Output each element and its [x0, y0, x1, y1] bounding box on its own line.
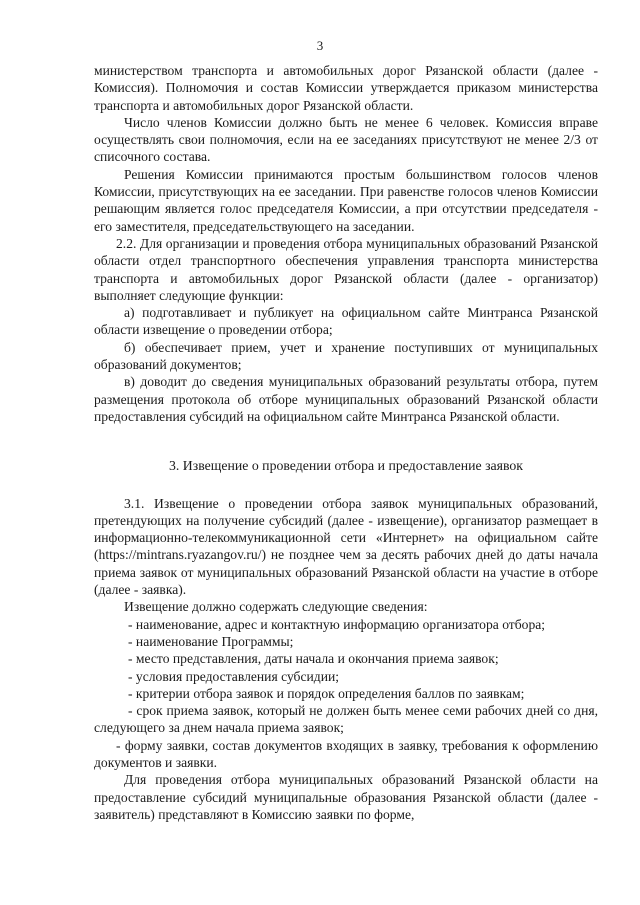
function-item-b: б) обеспечивает прием, учет и хранение поступивших от муниципальных образований документов; — [94, 339, 598, 373]
paragraph-commission-composition: министерством транспорта и автомобильных дорог Рязанской области (далее - Комиссия). Полномочия и состав Комиссии утверждается приказом министерства транспорта и автомобильных дорог Рязанской области. — [94, 63, 598, 113]
paragraph-commission-members: Число членов Комиссии должно быть не менее 6 человек. Комиссия вправе осуществлять свои полномочия, если на ее заседаниях присутствуют не менее 2/3 от списочного состава. — [94, 114, 598, 165]
paragraph-2-2: 2.2. Для организации и проведения отбора муниципальных образований Рязанской области отдел транспортного обеспечения управления транспорта министерства транспорта и автомобильных дорог Рязанской области (далее - организатор) выполняет следующие функции: — [94, 235, 598, 303]
notice-item: - форму заявки, состав документов входящих в заявку, требования к оформлению документов и заявки. — [94, 737, 598, 770]
notice-item: - наименование Программы; — [128, 633, 294, 649]
page-number: 3 — [316, 38, 324, 53]
function-item-v: в) доводит до сведения муниципальных образований результаты отбора, путем размещения протокола об отборе муниципальных образований Рязанской области предоставления субсидий на официальном сайте Минтранса Рязанской области. — [94, 374, 598, 424]
paragraph-commission-decisions: Решения Комиссии принимаются простым большинством голосов членов Комиссии, присутствующих на ее заседании. При равенстве голосов членов Комиссии решающим является голос председателя Комиссии, а при отсутствии председателя - его заместителя, председательствующего на заседании. — [94, 166, 598, 234]
function-item-a: а) подготавливает и публикует на официальном сайте Минтранса Рязанской области извещение о проведении отбора; — [94, 305, 598, 338]
spacer — [94, 425, 598, 443]
paragraph-applications: Для проведения отбора муниципальных образований Рязанской области на предоставление субсидий муниципальные образования Рязанской области (далее - заявитель) представляют в Комиссию заявки по форме, — [94, 772, 598, 822]
notice-intro: Извещение должно содержать следующие сведения: — [124, 599, 428, 615]
notice-item: - срок приема заявок, который не должен быть менее семи рабочих дней со дня, следующего за днем начала приема заявок; — [94, 703, 598, 736]
notice-item: - условия предоставления субсидии; — [128, 668, 340, 684]
paragraph-3-1: 3.1. Извещение о проведении отбора заявок муниципальных образований, претендующих на получение субсидий (далее - извещение), организатор размещает в информационно-телекоммуникационной сети «Интернет» на официальном сайте (https://mintrans.ryazangov.ru/) не позднее чем за десять рабочих дней до даты начала приема заявок от муниципальных образований Рязанской области на участие в отборе (далее - заявка). — [94, 495, 598, 598]
notice-items-list — [94, 616, 598, 772]
document-body — [94, 62, 598, 823]
notice-item: - место представления, даты начала и окончания приема заявок; — [128, 651, 499, 667]
notice-item: - критерии отбора заявок и порядок определения баллов по заявкам; — [128, 685, 525, 701]
section-heading: 3. Извещение о проведении отбора и предоставление заявок — [168, 458, 524, 474]
notice-item: - наименование, адрес и контактную информацию организатора отбора; — [128, 616, 546, 632]
